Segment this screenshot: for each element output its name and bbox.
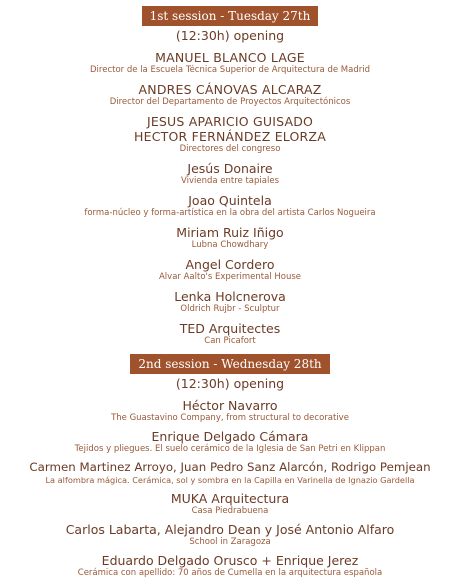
speaker-name: Lenka Holcnerova [174, 289, 286, 304]
speaker-name: Angel Cordero [185, 257, 275, 272]
session-2-banner: 2nd session - Wednesday 28th [130, 354, 329, 374]
program-entry [0, 398, 460, 424]
session-1 [0, 5, 460, 347]
talk-title: Lubna Chowdhary [191, 240, 269, 250]
session-2-banner-wrap [0, 353, 460, 373]
talk-title: Alvar Aalto's Experimental House [158, 272, 302, 282]
talk-title: La alfombra mágica. Cerámica, sol y sombra en la Capilla en Varinella de Ignazio Gardella [45, 475, 415, 485]
session-1-banner-wrap [0, 5, 460, 25]
session-2-opening: (12:30h) opening [175, 376, 285, 391]
program-entry [0, 82, 460, 108]
program-entry [0, 161, 460, 187]
speaker-name: Miriam Ruiz Iñigo [176, 225, 284, 240]
session-2 [0, 353, 460, 579]
talk-title: Cerámica con apellido: 70 años de Cumella en la arquitectura española [77, 568, 383, 578]
program-entry [0, 321, 460, 347]
program-entry [0, 491, 460, 517]
speaker-name: JESUS APARICIO GUISADO [146, 114, 314, 129]
program-entry [0, 225, 460, 251]
speaker-name: Joao Quintela [188, 193, 272, 208]
talk-title: Can Picafort [204, 336, 256, 346]
program-entry [0, 114, 460, 155]
program-entry [0, 429, 460, 455]
speaker-name: TED Arquitectes [179, 321, 281, 336]
talk-title: Oldrich Rujbr - Sculptur [180, 304, 280, 314]
program-entry [0, 460, 460, 486]
talk-title: The Guastavino Company, from structural to decorative [111, 413, 349, 423]
speaker-subtitle: Director de la Escuela Técnica Superior de Arquitectura de Madrid [90, 65, 370, 75]
program-entry [0, 289, 460, 315]
program-entry [0, 193, 460, 219]
speaker-name: MUKA Arquitectura [170, 491, 290, 506]
speaker-name: Carlos Labarta, Alejandro Dean y José Antonio Alfaro [65, 522, 395, 537]
program-entry [0, 50, 460, 76]
talk-title: Vivienda entre tapiales [180, 176, 280, 186]
speaker-subtitle: Director del Departamento de Proyectos Arquitectónicos [109, 97, 351, 107]
program-entry [0, 257, 460, 283]
talk-title: Tejidos y pliegues. El suelo cerámico de la Iglesia de San Petri en Klippan [74, 444, 386, 454]
speaker-name: Enrique Delgado Cámara [151, 429, 309, 444]
talk-title: School in Zaragoza [189, 537, 271, 547]
program-entry [0, 553, 460, 579]
speaker-name: MANUEL BLANCO LAGE [155, 50, 305, 65]
program-entry [0, 522, 460, 548]
speaker-name: Héctor Navarro [182, 398, 278, 413]
session-1-banner: 1st session - Tuesday 27th [142, 6, 319, 26]
conference-program [0, 5, 460, 584]
speaker-name: Eduardo Delgado Orusco + Enrique Jerez [101, 553, 359, 568]
talk-title: Casa Piedrabuena [191, 506, 269, 516]
speaker-name: HECTOR FERNÁNDEZ ELORZA [134, 129, 326, 144]
talk-title: forma-núcleo y forma-artística en la obra del artista Carlos Nogueira [84, 208, 376, 218]
speaker-name: Carmen Martinez Arroyo, Juan Pedro Sanz Alarcón, Rodrigo Pemjean [29, 460, 431, 474]
session-1-opening: (12:30h) opening [175, 28, 285, 43]
speaker-subtitle: Directores del congreso [179, 144, 281, 154]
speaker-name: Jesús Donaire [187, 161, 273, 176]
speaker-name: ANDRES CÁNOVAS ALCARAZ [138, 82, 322, 97]
